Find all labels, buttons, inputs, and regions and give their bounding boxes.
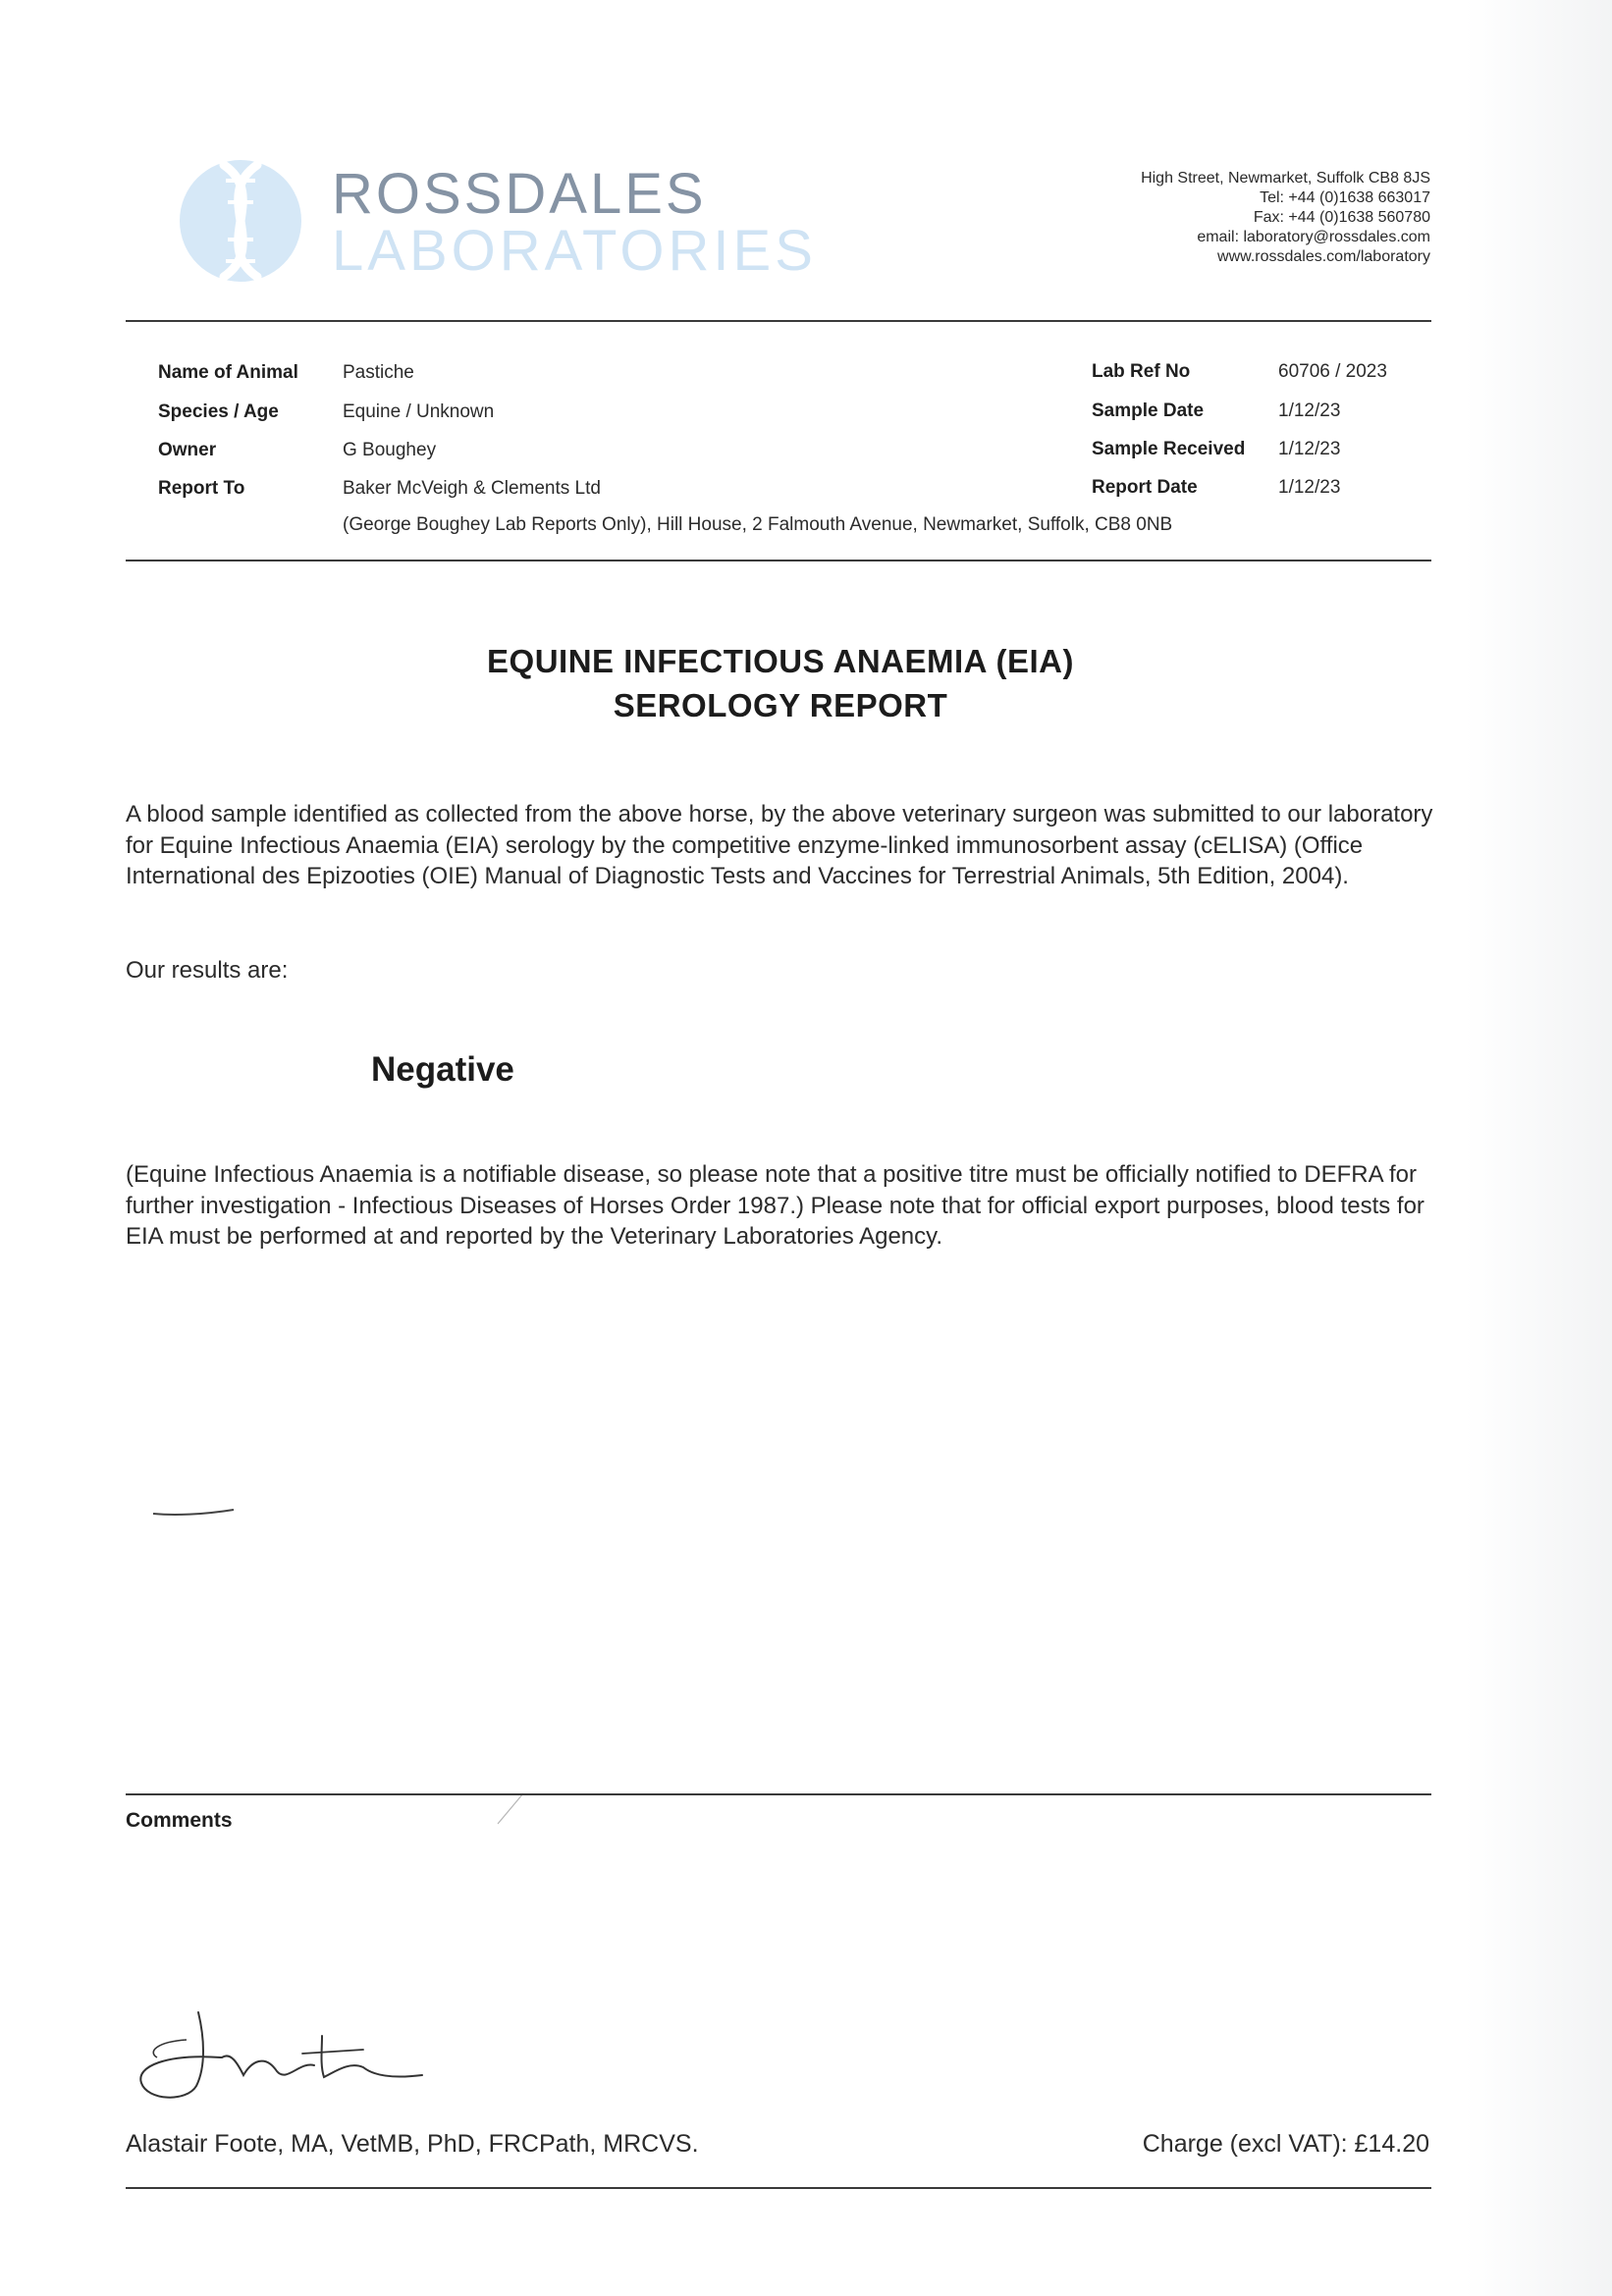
dna-helix-icon <box>177 157 304 285</box>
signature-image <box>128 1993 471 2110</box>
email-line: email: laboratory@rossdales.com <box>1197 229 1430 245</box>
report-to-label: Report To <box>158 478 245 499</box>
signatory-name: Alastair Foote, MA, VetMB, PhD, FRCPath, MRCVS. <box>126 2130 699 2158</box>
sample-received-label: Sample Received <box>1092 439 1246 459</box>
lab-ref-value: 60706 / 2023 <box>1278 361 1387 382</box>
report-date-value: 1/12/23 <box>1278 477 1341 498</box>
report-title: EQUINE INFECTIOUS ANAEMIA (EIA) <box>487 643 1074 679</box>
name-of-animal-label: Name of Animal <box>158 362 298 383</box>
owner-label: Owner <box>158 440 217 460</box>
comments-label: Comments <box>126 1809 233 1832</box>
report-to-address: (George Boughey Lab Reports Only), Hill House, 2 Falmouth Avenue, Newmarket, Suffolk, CB8 0NB <box>343 514 1173 535</box>
report-subtitle: SEROLOGY REPORT <box>613 687 948 723</box>
species-age-value: Equine / Unknown <box>343 401 495 422</box>
comments-divider <box>126 1793 1431 1795</box>
fax-line: Fax: +44 (0)1638 560780 <box>1253 209 1430 226</box>
report-to-value: Baker McVeigh & Clements Ltd <box>343 478 601 499</box>
results-intro: Our results are: <box>126 957 289 984</box>
brand-name: ROSSDALES <box>332 162 707 226</box>
owner-value: G Boughey <box>343 440 437 460</box>
sample-received-value: 1/12/23 <box>1278 439 1341 459</box>
lab-ref-label: Lab Ref No <box>1092 361 1191 382</box>
website-line: www.rossdales.com/laboratory <box>1217 248 1430 265</box>
name-of-animal-value: Pastiche <box>343 362 414 383</box>
phone-line: Tel: +44 (0)1638 663017 <box>1260 189 1430 206</box>
species-age-label: Species / Age <box>158 401 279 422</box>
lab-address <box>1141 169 1430 267</box>
brand-subname: LABORATORIES <box>332 219 817 283</box>
scan-edge-shadow <box>1465 0 1612 2296</box>
address-line: High Street, Newmarket, Suffolk CB8 8JS <box>1141 170 1430 187</box>
notifiable-disease-note: (Equine Infectious Anaemia is a notifiable disease, so please note that a positive titre must be officially notified to DEFRA for further investigation - Infectious Diseases of Horses Order 1987.) Please note that for official export purposes, blood tests for EIA must be performed at and reported by the Veterinary Laboratories Agency. <box>126 1161 1424 1250</box>
sample-date-value: 1/12/23 <box>1278 400 1341 421</box>
sample-date-label: Sample Date <box>1092 400 1205 421</box>
stray-pen-mark <box>496 1791 525 1826</box>
footer-divider <box>126 2187 1431 2189</box>
intro-paragraph: A blood sample identified as collected from the above horse, by the above veterinary surgeon was submitted to our laboratory for Equine Infectious Anaemia (EIA) serology by the competitive enzyme-linked immunosorbent assay (cELISA) (Office International des Epizooties (OIE) Manual of Diagnostic Tests and Vaccines for Terrestrial Animals, 5th Edition, 2004). <box>126 801 1433 889</box>
header-divider <box>126 320 1431 322</box>
stray-pen-mark <box>149 1502 238 1520</box>
test-result: Negative <box>371 1050 514 1089</box>
charge-amount: Charge (excl VAT): £14.20 <box>1142 2130 1429 2158</box>
details-divider <box>126 560 1431 561</box>
report-date-label: Report Date <box>1092 477 1198 498</box>
